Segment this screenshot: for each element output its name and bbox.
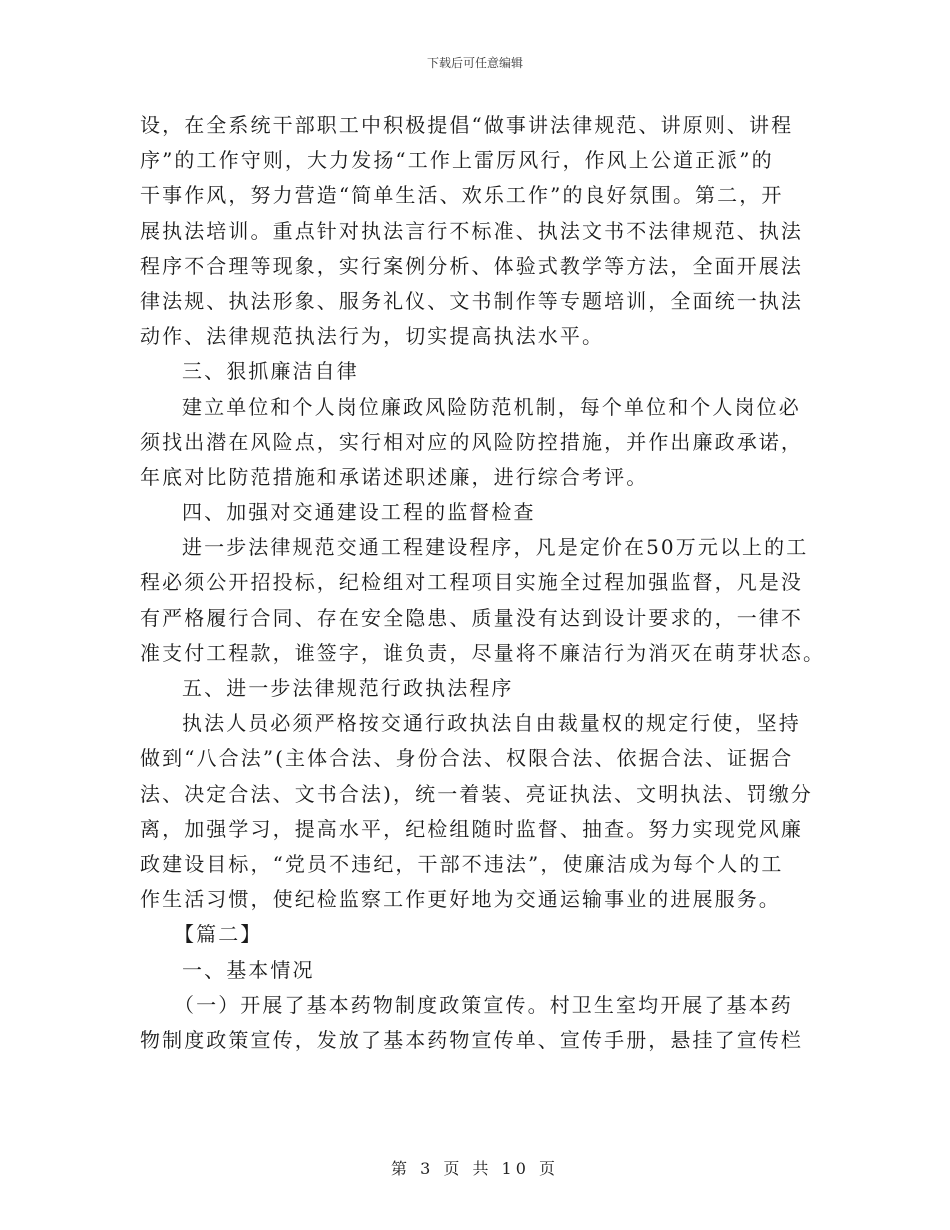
body-line: 年底对比防范措施和承诺述职述廉，进行综合考评。 [140,464,649,489]
body-line: 程必须公开招投标，纪检组对工程项目实施全过程加强监督，凡是没 [140,570,803,595]
body-line: 做到“八合法”(主体合法、身份合法、权限合法、依据合法、证据合 [140,746,794,771]
section-heading: 一、基本情况 [182,957,315,982]
body-line: 须找出潜在风险点，实行相对应的风险防控措施，并作出廉政承诺， [140,429,803,454]
page-header: 下载后可任意编辑 [426,56,523,70]
body-line: 作生活习惯，使纪检监察工作更好地为交通运输事业的进展服务。 [140,887,781,912]
body-line: 设，在全系统干部职工中积极提倡“做事讲法律规范、讲原则、讲程 [140,113,794,137]
body-line: 动作、法律规范执法行为，切实提高执法水平。 [140,324,605,349]
part-heading: 【篇二】 [174,922,263,947]
body-line: 准支付工程款，谁签字，谁负责，尽量将不廉洁行为消灭在萌芽状态。 [140,640,826,665]
body-line: 程序不合理等现象，实行案例分析、体验式教学等方法，全面开展法 [140,253,803,278]
body-line: 律法规、执法形象、服务礼仪、文书制作等专题培训，全面统一执法 [140,288,803,313]
body-line: 离，加强学习，提高水平，纪检组随时监督、抽查。努力实现党风廉 [140,816,803,841]
body-line: 建立单位和个人岗位廉政风险防范机制，每个单位和个人岗位必 [182,394,801,419]
section-heading: 四、加强对交通建设工程的监督检查 [182,500,536,525]
document-body [140,108,826,1058]
body-line: 干事作风，努力营造“简单生活、欢乐工作”的良好氛围。第二，开 [140,183,784,208]
body-line: 物制度政策宣传，发放了基本药物宣传单、宣传手册，悬挂了宣传栏 [140,1027,803,1052]
section-heading: 三、狠抓廉洁自律 [182,359,359,384]
body-line: 执法人员必须严格按交通行政执法自由裁量权的规定行使，坚持 [182,711,801,736]
body-line: 有严格履行合同、存在安全隐患、质量没有达到设计要求的，一律不 [140,605,803,630]
page-number: 第 3 页 共 10 页 [391,1159,559,1178]
body-line: 展执法培训。重点针对执法言行不标准、执法文书不法律规范、执法 [140,218,803,243]
section-heading: 五、进一步法律规范行政执法程序 [182,676,514,700]
body-line: 序”的工作守则，大力发扬“工作上雷厉风行，作风上公道正派”的 [140,148,774,173]
body-line: 政建设目标，“党员不违纪，干部不违法”，使廉洁成为每个人的工 [140,851,784,876]
body-line: （一）开展了基本药物制度政策宣传。村卫生室均开展了基本药 [174,992,793,1017]
body-line: 法、决定合法、文书合法)，统一着装、亮证执法、文明执法、罚缴分 [140,781,813,806]
body-line: 进一步法律规范交通工程建设程序，凡是定价在50万元以上的工 [182,535,809,560]
